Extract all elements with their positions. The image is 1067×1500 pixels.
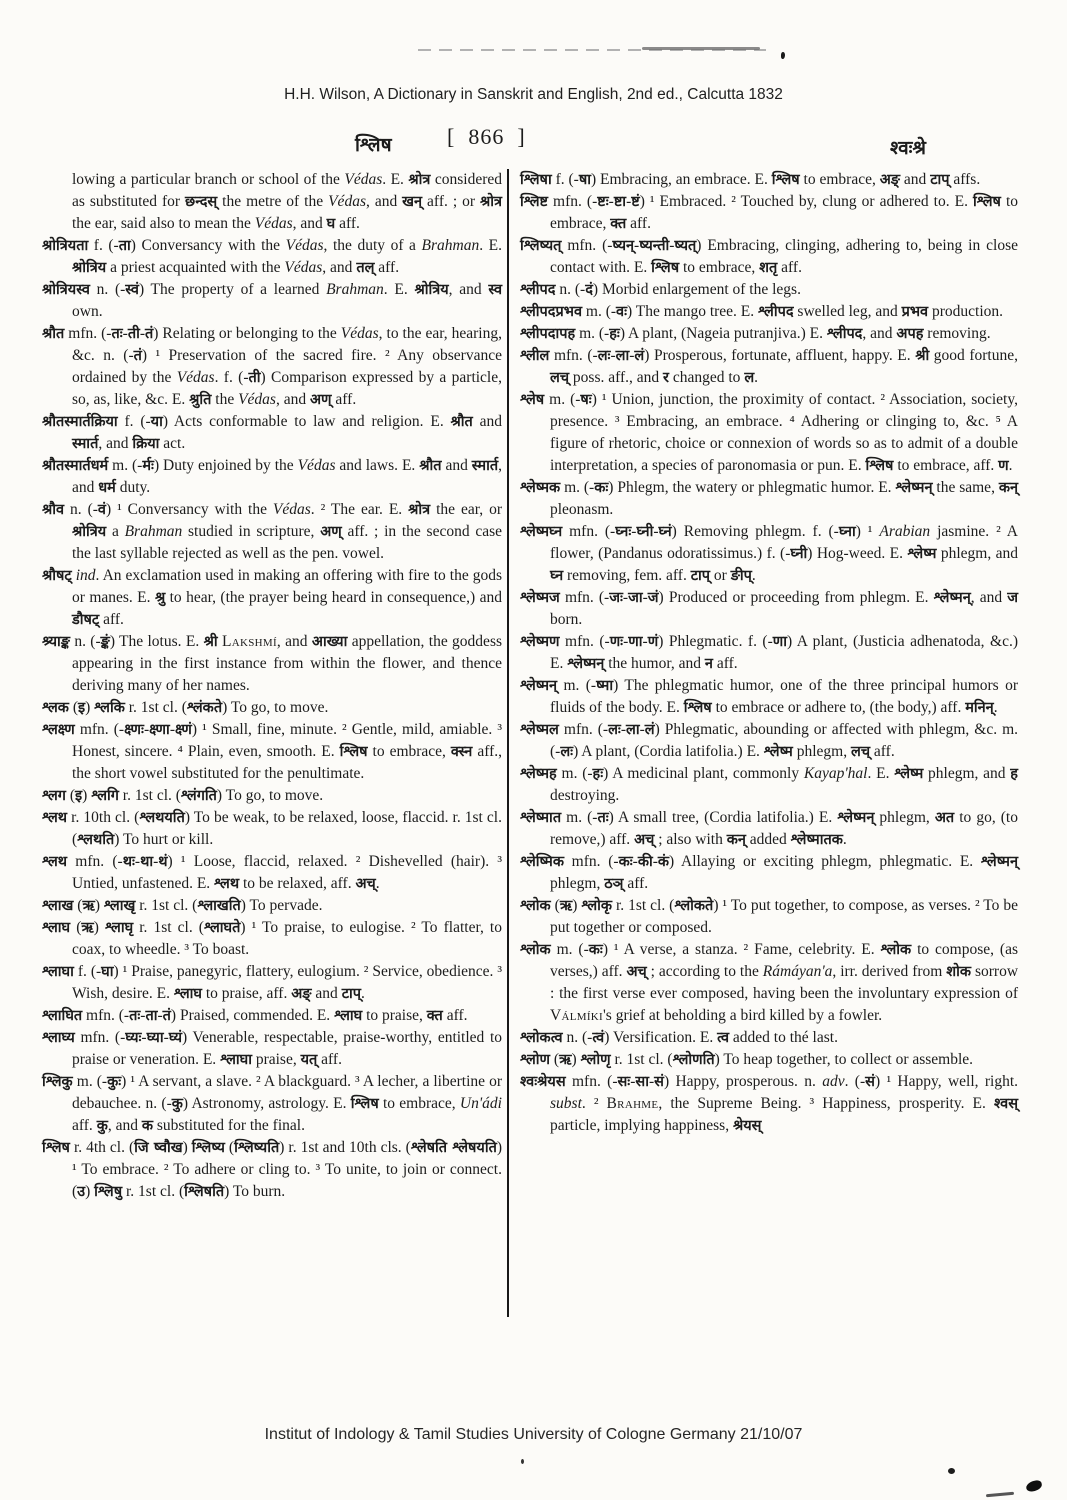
dictionary-entry: श्लाघ (ऋ) श्लाघृ r. 1st cl. (श्लाघते) ¹ To praise, to eulogise. ² To flatter, to coax, to wheedle. ³ To boast. xyxy=(42,919,502,958)
dictionary-entry: श्रौतस्मार्तधर्म m. (-र्मः) Duty enjoined by the Védas and laws. E. श्रौत and स्मार्त, and धर्म duty. xyxy=(42,457,502,496)
scan-artifact xyxy=(948,1468,955,1474)
dictionary-entry: श्लग (इ) श्लगि r. 1st cl. (श्लंगति) To go, to move. xyxy=(42,787,324,804)
dictionary-entry: श्रौषट् ind. An exclamation used in making an offering with fire to the gods or manes. E. श्रु to hear, (the prayer being heard in consequence,) and डौषट् aff. xyxy=(42,567,502,628)
dictionary-entry: श्लेष्मात m. (-तः) A small tree, (Cordia latifolia.) E. श्लेष्मन् phlegm, अत to go, (to remove,) aff. अच् ; also with कन् added श्लेष्मातक. xyxy=(520,809,1018,848)
dictionary-entry: श्लेष्मल mfn. (-लः-ला-लं) Phlegmatic, abounding or affected with phlegm, &c. m. (-लः) A plant, (Cordia latifolia.) E. श्लेष्म phlegm, लच् aff. xyxy=(520,721,1019,760)
dictionary-entry: श्वःश्रेयस mfn. (-सः-सा-सं) Happy, prosperous. n. adv. (-सं) ¹ Happy, well, right. subst. ² Brahme, the Supreme Being. ³ Happiness, prosperity. E. श्वस् particle, implying happiness, श्रेयस् xyxy=(520,1073,1019,1134)
dictionary-entry: श्लिष्ट mfn. (-ष्टः-ष्टा-ष्टं) ¹ Embraced. ² Touched by, clung or adhered to. E. श्लिष to embrace, क्त aff. xyxy=(520,193,1019,232)
dictionary-entry: श्रोत्रियता f. (-ता) Conversancy with the Védas, the duty of a Brahman. E. श्रोत्रिय a priest acquainted with the Védas, and तल् aff. xyxy=(42,237,502,276)
dictionary-entry: श्लेष्मन् m. (-ष्मा) The phlegmatic humor, one of the three principal humors or fluids of the body. E. श्लिष to embrace or adhere to, (the body,) aff. मनिन्. xyxy=(520,677,1018,716)
dictionary-entry: श्लिष्यत् mfn. (-ष्यन्-ष्यन्ती-ष्यत्) Embracing, clinging, adhering to, being in close contact with. E. श्लिष to embrace, शतृ aff. xyxy=(520,237,1018,276)
running-head-left: श्लिष xyxy=(355,134,392,156)
dictionary-entry: श्लोक m. (-कः) ¹ A verse, a stanza. ² Fame, celebrity. E. श्लोक to compose, (as verses,) aff. अच् ; according to the Rámáyan'a, irr. derived from शोक sorrow : the first verse ever composed, having been the involuntary expression of Válmíki's grief at beholding a bird killed by a fowler. xyxy=(520,941,1019,1024)
dictionary-entry: श्रौव n. (-वं) ¹ Conversancy with the Védas. ² The ear. E. श्रोत्र the ear, or श्रोत्रिय a Brahman studied in scripture, अण् aff. ; in the second case the last syllable rejected as well as the pen. vowel. xyxy=(42,501,503,562)
dictionary-entry: श्लथ r. 10th cl. (श्लथयति) To be weak, to be relaxed, loose, flaccid. r. 1st cl. (श्लथति) To hurt or kill. xyxy=(42,809,502,848)
attribution-line: H.H. Wilson, A Dictionary in Sanskrit and English, 2nd ed., Calcutta 1832 xyxy=(284,86,783,103)
dictionary-entry: श्लिकु m. (-कुः) ¹ A servant, a slave. ² A blackguard. ³ A lecher, a libertine or debauchee. n. (-कु) Astronomy, astrology. E. श्लिष to embrace, Un'ádi aff. कु, and क substituted for the final. xyxy=(42,1073,502,1134)
scan-artifact xyxy=(986,1492,1014,1497)
dictionary-entry: श्लोकत्व n. (-त्वं) Versification. E. त्व added to thé last. xyxy=(520,1029,838,1046)
dictionary-entry: श्लाघ्य mfn. (-घ्यः-घ्या-घ्यं) Venerable, respectable, praise-worthy, entitled to praise or veneration. E. श्लाघा praise, यत् aff. xyxy=(42,1029,503,1068)
running-head-right: श्वःश्रे xyxy=(890,137,926,159)
dictionary-entry: श्लेष m. (-षः) ¹ Union, junction, the proximity of contact. ² Association, society, presence. ³ Embracing, an embrace. ⁴ Adhering or clinging to, &c. ⁵ A figure of rhetoric, choice or connexion of words so as to admit of a double interpretation, a species of paronomasia or pun. E. श्लिष to embrace, aff. ण. xyxy=(520,391,1018,474)
dictionary-entry: श्लिषा f. (-षा) Embracing, an embrace. E. श्लिष to embrace, अङ् and टाप् affs. xyxy=(520,171,981,188)
scan-artifact xyxy=(781,52,785,59)
dictionary-entry: श्रौतस्मार्तक्रिया f. (-या) Acts conformable to law and religion. E. श्रौत and स्मार्त, and क्रिया act. xyxy=(42,413,502,452)
dictionary-entry: श्रौत mfn. (-तः-ती-तं) Relating or belonging to the Védas, to the ear, hearing, &c. n. (-तं) ¹ Preservation of the sacred fire. ² Any observance ordained by the Védas. f. (-ती) Comparison expressed by a particle, so, as, like, &c. E. श्रुति the Védas, and अण् aff. xyxy=(42,325,502,408)
dictionary-entry: श्र्याङ्क n. (-ङ्कं) The lotus. E. श्री Lakshmí, and आख्या appellation, the goddess appearing in the first instance from within the flower, and thence deriving many of her names. xyxy=(42,633,503,694)
dictionary-entry: श्लेष्मघ्न mfn. (-घ्नः-घ्नी-घ्नं) Removing phlegm. f. (-घ्ना) ¹ Arabian jasmine. ² A flower, (Pandanus odoratissimus.) f. (-घ्नी) Hog-weed. E. श्लेष्म phlegm, and घ्न removing, fem. aff. टाप् or ङीप्. xyxy=(520,523,1018,584)
dictionary-entry: श्लोक (ऋ) श्लोकृ r. 1st cl. (श्लोकते) ¹ To put together, to compose, as verses. ² To be put together or composed. xyxy=(520,897,1018,936)
right-column xyxy=(520,169,1018,1137)
dictionary-entry: lowing a particular branch or school of the Védas. E. श्रोत्र considered as substituted for छन्दस् the metre of the Védas, and खन् aff. ; or श्रोत्र the ear, said also to mean the Védas, and घ aff. xyxy=(72,171,503,232)
dictionary-entry: श्लेष्मिक mfn. (-कः-की-कं) Allaying or exciting phlegm, phlegmatic. E. श्लेष्मन् phlegm, ठञ् aff. xyxy=(520,853,1018,892)
dictionary-entry: श्लथ mfn. (-थः-था-थं) ¹ Loose, flaccid, relaxed. ² Dishevelled (hair). ³ Untied, unfastened. E. श्लथ to be relaxed, aff. अच्. xyxy=(42,853,502,892)
dictionary-entry: श्लेष्मज mfn. (-जः-जा-जं) Produced or proceeding from phlegm. E. श्लेष्मन्, and ज born. xyxy=(520,589,1018,628)
footer-line: Institut of Indology & Tamil Studies University of Cologne Germany 21/10/07 xyxy=(264,1426,803,1443)
dictionary-entry: श्लेष्मण mfn. (-णः-णा-णं) Phlegmatic. f. (-णा) A plant, (Justicia adhenatoda, &c.) E. श्लेष्मन् the humor, and न aff. xyxy=(520,633,1019,672)
dictionary-entry: श्लाख (ऋ) श्लाखृ r. 1st cl. (श्लाखति) To pervade. xyxy=(42,897,323,914)
dictionary-entry: श्लील mfn. (-लः-ला-लं) Prosperous, fortunate, affluent, happy. E. श्री good fortune, लच् poss. aff., and र changed to ल. xyxy=(520,347,1018,386)
left-column xyxy=(42,169,502,1203)
dictionary-entry: श्लेष्मह m. (-हः) A medicinal plant, commonly Kayap'hal. E. श्लेष्म phlegm, and ह destroying. xyxy=(520,765,1018,804)
page-body xyxy=(0,169,1067,1317)
scan-artifact xyxy=(1025,1479,1043,1493)
scan-artifact xyxy=(521,1459,524,1464)
dictionary-entry: श्लाघित mfn. (-तः-ता-तं) Praised, commended. E. श्लाघ to praise, क्त aff. xyxy=(42,1007,468,1024)
dictionary-entry: श्लोण (ऋ) श्लोणृ r. 1st cl. (श्लोणति) To heap together, to collect or assemble. xyxy=(520,1051,974,1068)
dictionary-entry: श्लेष्मक m. (-कः) Phlegm, the watery or phlegmatic humor. E. श्लेष्मन् the same, कन् pleonasm. xyxy=(520,479,1019,518)
dictionary-entry: श्लक्ष्ण mfn. (-क्ष्णः-क्ष्णा-क्ष्णं) ¹ Small, fine, minute. ² Gentle, mild, amiable. ³ Honest, sincere. ⁴ Plain, even, smooth. E. श्लिष to embrace, क्स्न aff., the short vowel substituted for the penultimate. xyxy=(42,721,502,782)
dictionary-entry: श्लक (इ) श्लकि r. 1st cl. (श्लंकते) To go, to move. xyxy=(42,699,329,716)
dictionary-entry: श्लाघा f. (-घा) ¹ Praise, panegyric, flattery, eulogium. ² Service, obedience. ³ Wish, desire. E. श्लाघ to praise, aff. अङ् and टाप्. xyxy=(42,963,502,1002)
dictionary-entry: श्लीपदापह m. (-हः) A plant, (Nageia putranjiva.) E. श्लीपद, and अपह removing. xyxy=(520,325,991,342)
scan-artifact xyxy=(642,47,760,50)
dictionary-entry: श्लीपद n. (-दं) Morbid enlargement of the legs. xyxy=(520,281,801,298)
page-head xyxy=(0,124,1067,168)
dictionary-entry: श्लीपदप्रभव m. (-वः) The mango tree. E. श्लीपद swelled leg, and प्रभव production. xyxy=(520,303,1003,320)
page-number: [ 866 ] xyxy=(447,124,526,149)
dictionary-entry: श्रोत्रियस्व n. (-स्वं) The property of a learned Brahman. E. श्रोत्रिय, and स्व own. xyxy=(42,281,503,320)
dictionary-entry: श्लिष r. 4th cl. (जि ष्वौख) श्लिष्य (श्लिष्यति) r. 1st and 10th cls. (श्लेषति श्लेषयति) ¹ To embrace. ² To adhere or cling to. ³ To unite, to join or connect. (उ) श्लिषु r. 1st cl. (श्लिषति) To burn. xyxy=(42,1139,503,1200)
column-divider xyxy=(507,169,509,1317)
